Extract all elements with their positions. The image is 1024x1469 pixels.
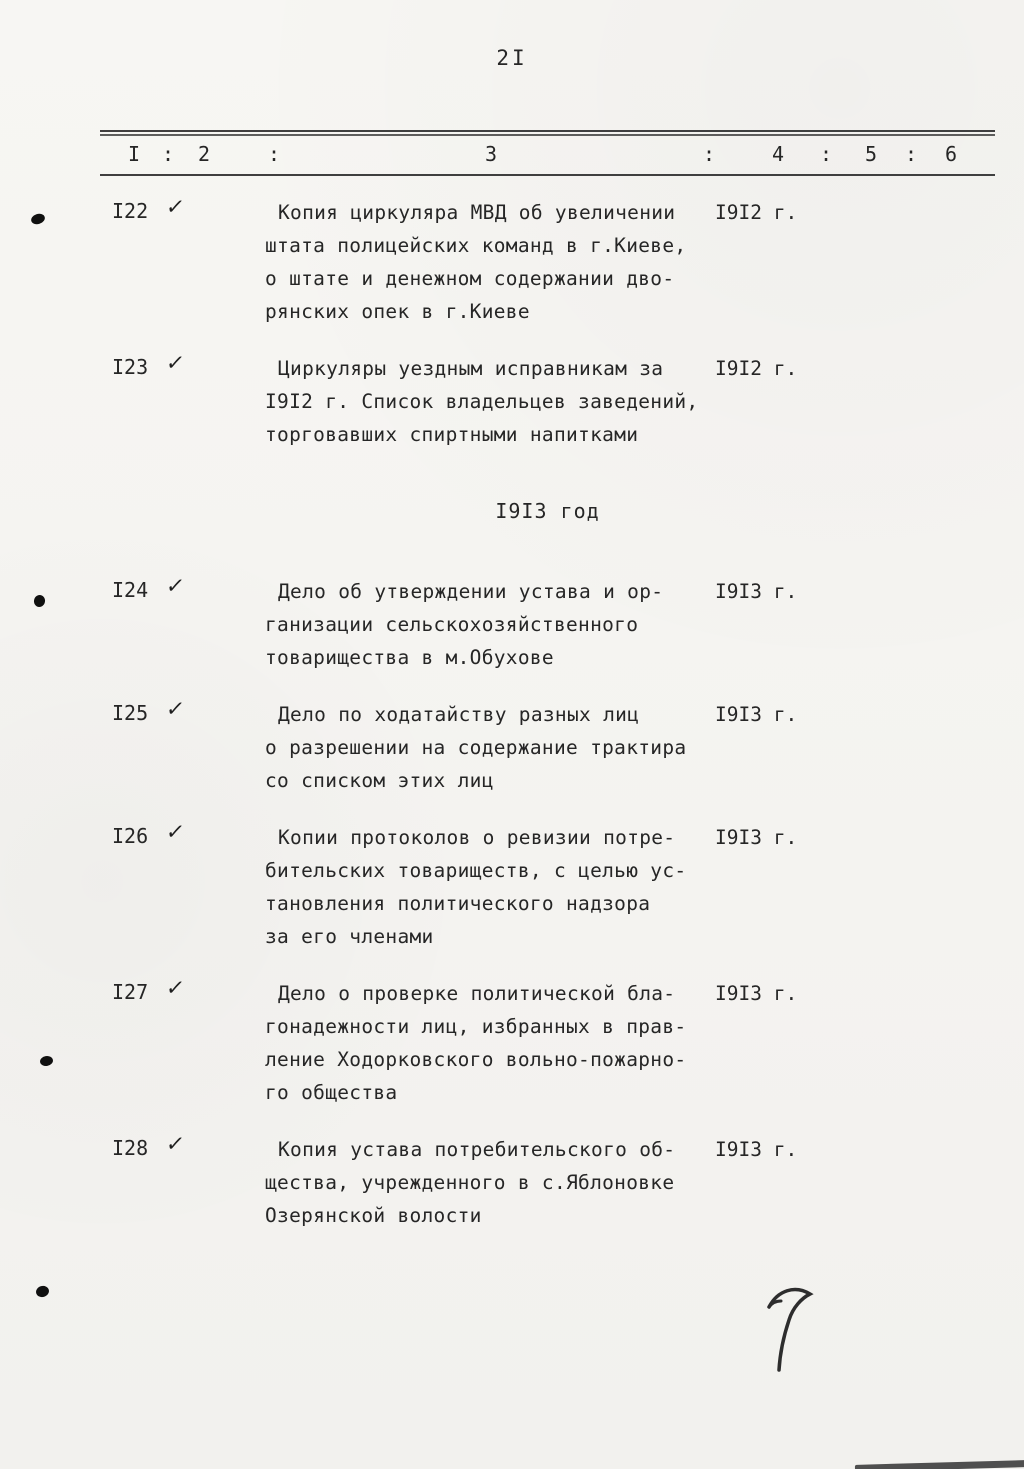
column-header-6: 6 (945, 142, 958, 166)
column-separator: : (268, 142, 281, 166)
entry-row-123 (100, 348, 995, 451)
scan-edge-artifact (855, 1460, 1024, 1469)
entry-description (265, 575, 715, 674)
entry-row-124 (100, 571, 995, 674)
checkmark-icon: ✓ (165, 694, 186, 722)
checkmark-icon: ✓ (165, 571, 186, 599)
entry-line: Циркуляры уездным исправникам за (278, 357, 664, 380)
header-rule-top (100, 130, 995, 132)
header-rule-bottom (100, 174, 995, 176)
entry-line: о разрешении на содержание трактира (265, 736, 687, 759)
entry-line: Озерянской волости (265, 1204, 482, 1227)
column-separator: : (162, 142, 175, 166)
checkmark-icon: ✓ (165, 973, 186, 1001)
entry-line: Копия циркуляра МВД об увеличении (278, 201, 676, 224)
entry-line: тановления политического надзора (265, 892, 651, 915)
entry-number-cell (100, 1129, 265, 1161)
entries-list (100, 192, 995, 1256)
checkmark-icon: ✓ (165, 1129, 186, 1157)
binding-hole-dot (39, 1055, 54, 1067)
entry-description (265, 821, 715, 953)
handwritten-seven-mark (762, 1283, 826, 1375)
entry-line: товарищества в м.Обухове (265, 646, 554, 669)
entry-line: рянских опек в г.Киеве (265, 300, 530, 323)
column-header-1: I (128, 142, 141, 166)
checkmark-icon: ✓ (165, 192, 186, 220)
entry-line: Дело о проверке политической бла- (278, 982, 676, 1005)
checkmark-icon: ✓ (165, 817, 186, 845)
checkmark-icon: ✓ (165, 348, 186, 376)
entry-line: бительских товариществ, с целью ус- (265, 859, 687, 882)
column-header-5: 5 (865, 142, 878, 166)
entry-row-126 (100, 817, 995, 953)
entry-year: I9I2 г. (715, 357, 798, 380)
binding-hole-dot (30, 212, 46, 226)
entry-line: Дело по ходатайству разных лиц (278, 703, 640, 726)
column-header-3: 3 (485, 142, 498, 166)
entry-number-cell (100, 817, 265, 849)
entry-row-127 (100, 973, 995, 1109)
entry-year: I9I3 г. (715, 703, 798, 726)
entry-line: со списком этих лиц (265, 769, 494, 792)
table-header (100, 130, 995, 178)
entry-description (265, 977, 715, 1109)
entry-description (265, 1133, 715, 1232)
column-separator: : (905, 142, 918, 166)
entry-description (265, 196, 715, 328)
entry-number: I28 (112, 1136, 149, 1160)
entry-year: I9I3 г. (715, 580, 798, 603)
entry-number: I24 (112, 578, 149, 602)
entry-line: торговавших спиртными напитками (265, 423, 639, 446)
entry-number-cell (100, 694, 265, 726)
entry-number: I22 (112, 199, 149, 223)
page-number: 2I (496, 46, 528, 70)
entry-year: I9I3 г. (715, 982, 798, 1005)
entry-line: Дело об утверждении устава и ор- (278, 580, 664, 603)
entry-line: щества, учрежденного в с.Яблоновке (265, 1171, 675, 1194)
entry-number-cell (100, 973, 265, 1005)
column-separator: : (703, 142, 716, 166)
binding-hole-dot (35, 1285, 50, 1299)
entry-number: I25 (112, 701, 149, 725)
entry-line: Копии протоколов о ревизии потре- (278, 826, 676, 849)
entry-row-122 (100, 192, 995, 328)
entry-description (265, 698, 715, 797)
entry-row-125 (100, 694, 995, 797)
header-rule-top-double (100, 134, 995, 136)
entry-number: I26 (112, 824, 149, 848)
entry-line: гонадежности лиц, избранных в прав- (265, 1015, 687, 1038)
entry-line: ганизации сельскохозяйственного (265, 613, 639, 636)
entry-line: ление Ходорковского вольно-пожарно- (265, 1048, 687, 1071)
column-separator: : (820, 142, 833, 166)
column-header-4: 4 (772, 142, 785, 166)
entry-year: I9I3 г. (715, 826, 798, 849)
entry-row-128 (100, 1129, 995, 1232)
entry-number-cell (100, 192, 265, 224)
entry-line: I9I2 г. Список владельцев заведений, (265, 390, 699, 413)
binding-hole-dot (33, 594, 46, 608)
entry-line: о штате и денежном содержании дво- (265, 267, 675, 290)
entry-year: I9I2 г. (715, 201, 798, 224)
entry-line: за его членами (265, 925, 434, 948)
entry-number-cell (100, 348, 265, 380)
entry-number: I23 (112, 355, 149, 379)
entry-number-cell (100, 571, 265, 603)
section-heading-1913: I9I3 год (495, 499, 600, 523)
entry-description (265, 352, 715, 451)
entry-line: штата полицейских команд в г.Киеве, (265, 234, 687, 257)
column-header-2: 2 (198, 142, 211, 166)
entry-line: го общества (265, 1081, 398, 1104)
entry-number: I27 (112, 980, 149, 1004)
entry-line: Копия устава потребительского об- (278, 1138, 676, 1161)
entry-year: I9I3 г. (715, 1138, 798, 1161)
